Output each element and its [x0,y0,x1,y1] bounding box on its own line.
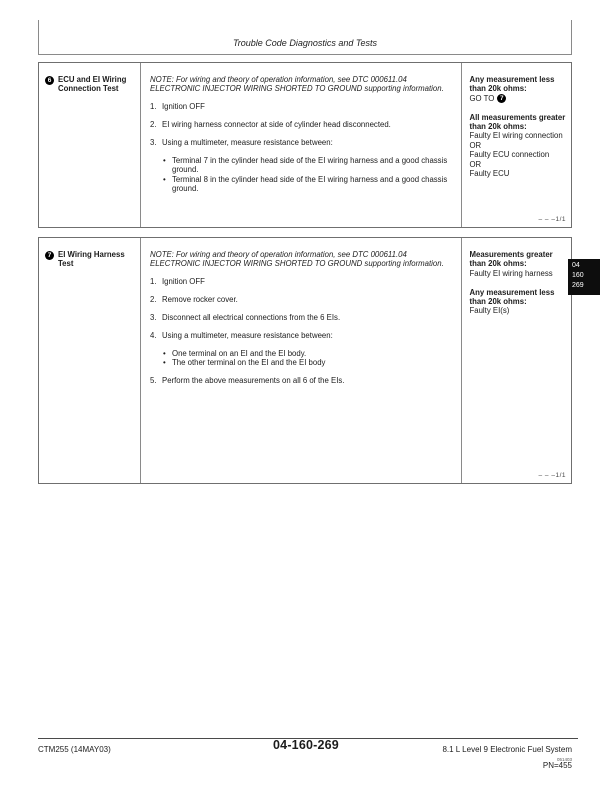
result-line: Faulty ECU connection [469,150,550,160]
step-number: 1. [150,102,157,112]
footer-page-number: 04-160-269 [273,738,339,752]
procedure-step [150,313,453,322]
procedure-step [150,277,453,286]
result-line: Faulty ECU [469,169,510,179]
result-line: Faulty EI wiring connection [469,131,563,141]
procedure-note: NOTE: For wiring and theory of operation information, see DTC 000611.04 ELECTRONIC INJECTOR WIRING SHORTED TO GROUND supporting information. [150,75,444,94]
step-text: Ignition OFF [162,102,205,112]
bullet-marker: • [163,348,166,358]
page-header-box [38,20,572,55]
test-number-icon: 7 [45,251,54,260]
page-title: Trouble Code Diagnostics and Tests [232,37,378,48]
result-line: Faulty EI wiring harness [469,268,553,278]
section-thumb-tab [568,259,600,295]
diagnostic-table-ecu-ei-wiring-connection-test [38,62,572,228]
procedure-step [150,376,453,385]
bullet-item [163,156,453,175]
goto-label: GO TO [469,93,495,103]
result-line: Faulty EI(s) [469,306,510,316]
step-number: 2. [150,295,157,305]
step-number: 2. [150,120,157,130]
result-line: OR [469,159,482,169]
test-number-icon: 6 [45,76,54,85]
footer-section-title: 8.1 L Level 9 Electronic Fuel System [442,745,572,754]
test-name-cell [39,63,141,227]
goto-test-number-icon: 7 [497,94,506,103]
bullet-item [163,175,453,194]
result-condition: All measurements greater than 20k ohms: [469,112,566,132]
test-name-label: ECU and EI Wiring Connection Test [58,75,127,94]
step-text: Perform the above measurements on all 6 of the EIs. [162,376,345,386]
procedure-step [150,331,453,340]
bullet-marker: • [163,358,166,368]
test-results-cell [462,238,571,483]
tab-section: 04 [572,262,580,269]
footer-print-code: 051403 [556,757,572,762]
test-results-cell [462,63,571,227]
step-text: Using a multimeter, measure resistance between: [162,331,333,341]
procedure-bullet-list [150,156,453,194]
procedure-note: NOTE: For wiring and theory of operation information, see DTC 000611.04 ELECTRONIC INJECTOR WIRING SHORTED TO GROUND supporting information. [150,250,444,269]
procedure-step [150,120,453,129]
result-condition: Any measurement less than 20k ohms: [469,75,555,94]
tab-group: 160 [572,272,584,279]
step-number: 3. [150,313,157,323]
bullet-text: One terminal on an EI and the EI body. [172,348,307,358]
bullet-text: The other terminal on the EI and the EI body [172,358,326,368]
procedure-step [150,138,453,147]
bullet-item [163,358,453,367]
procedure-step [150,102,453,111]
table-page-marker: – – –1/1 [538,471,566,479]
test-name-cell [39,238,141,483]
procedure-step [150,295,453,304]
step-text: Ignition OFF [162,277,205,287]
test-name-label: EI Wiring Harness Test [58,250,125,269]
procedure-bullet-list [150,349,453,368]
step-text: Using a multimeter, measure resistance between: [162,138,333,148]
footer-manual-id: CTM255 (14MAY03) [38,745,111,754]
tab-page: 269 [572,282,584,289]
footer-pn-number: PN=455 [542,761,572,770]
step-number: 4. [150,331,157,341]
bullet-text: Terminal 7 in the cylinder head side of the EI wiring harness and a good chassis ground. [172,156,448,175]
result-condition: Measurements greater than 20k ohms: [469,250,553,269]
result-line: OR [469,140,482,150]
bullet-item [163,349,453,358]
result-goto [469,94,566,103]
step-text: Disconnect all electrical connections from the 6 EIs. [162,313,341,323]
diagnostic-table-ei-wiring-harness-test [38,237,572,484]
step-text: Remove rocker cover. [162,295,238,305]
step-number: 3. [150,138,157,148]
step-text: EI wiring harness connector at side of cylinder head disconnected. [162,120,391,130]
table-page-marker: – – –1/1 [538,215,566,223]
step-number: 1. [150,277,157,287]
test-procedure-cell [141,238,462,483]
bullet-text: Terminal 8 in the cylinder head side of the EI wiring harness and a good chassis ground. [172,174,448,194]
bullet-marker: • [163,156,166,166]
step-number: 5. [150,376,157,386]
bullet-marker: • [163,174,166,184]
result-condition: Any measurement less than 20k ohms: [469,287,555,307]
test-procedure-cell [141,63,462,227]
